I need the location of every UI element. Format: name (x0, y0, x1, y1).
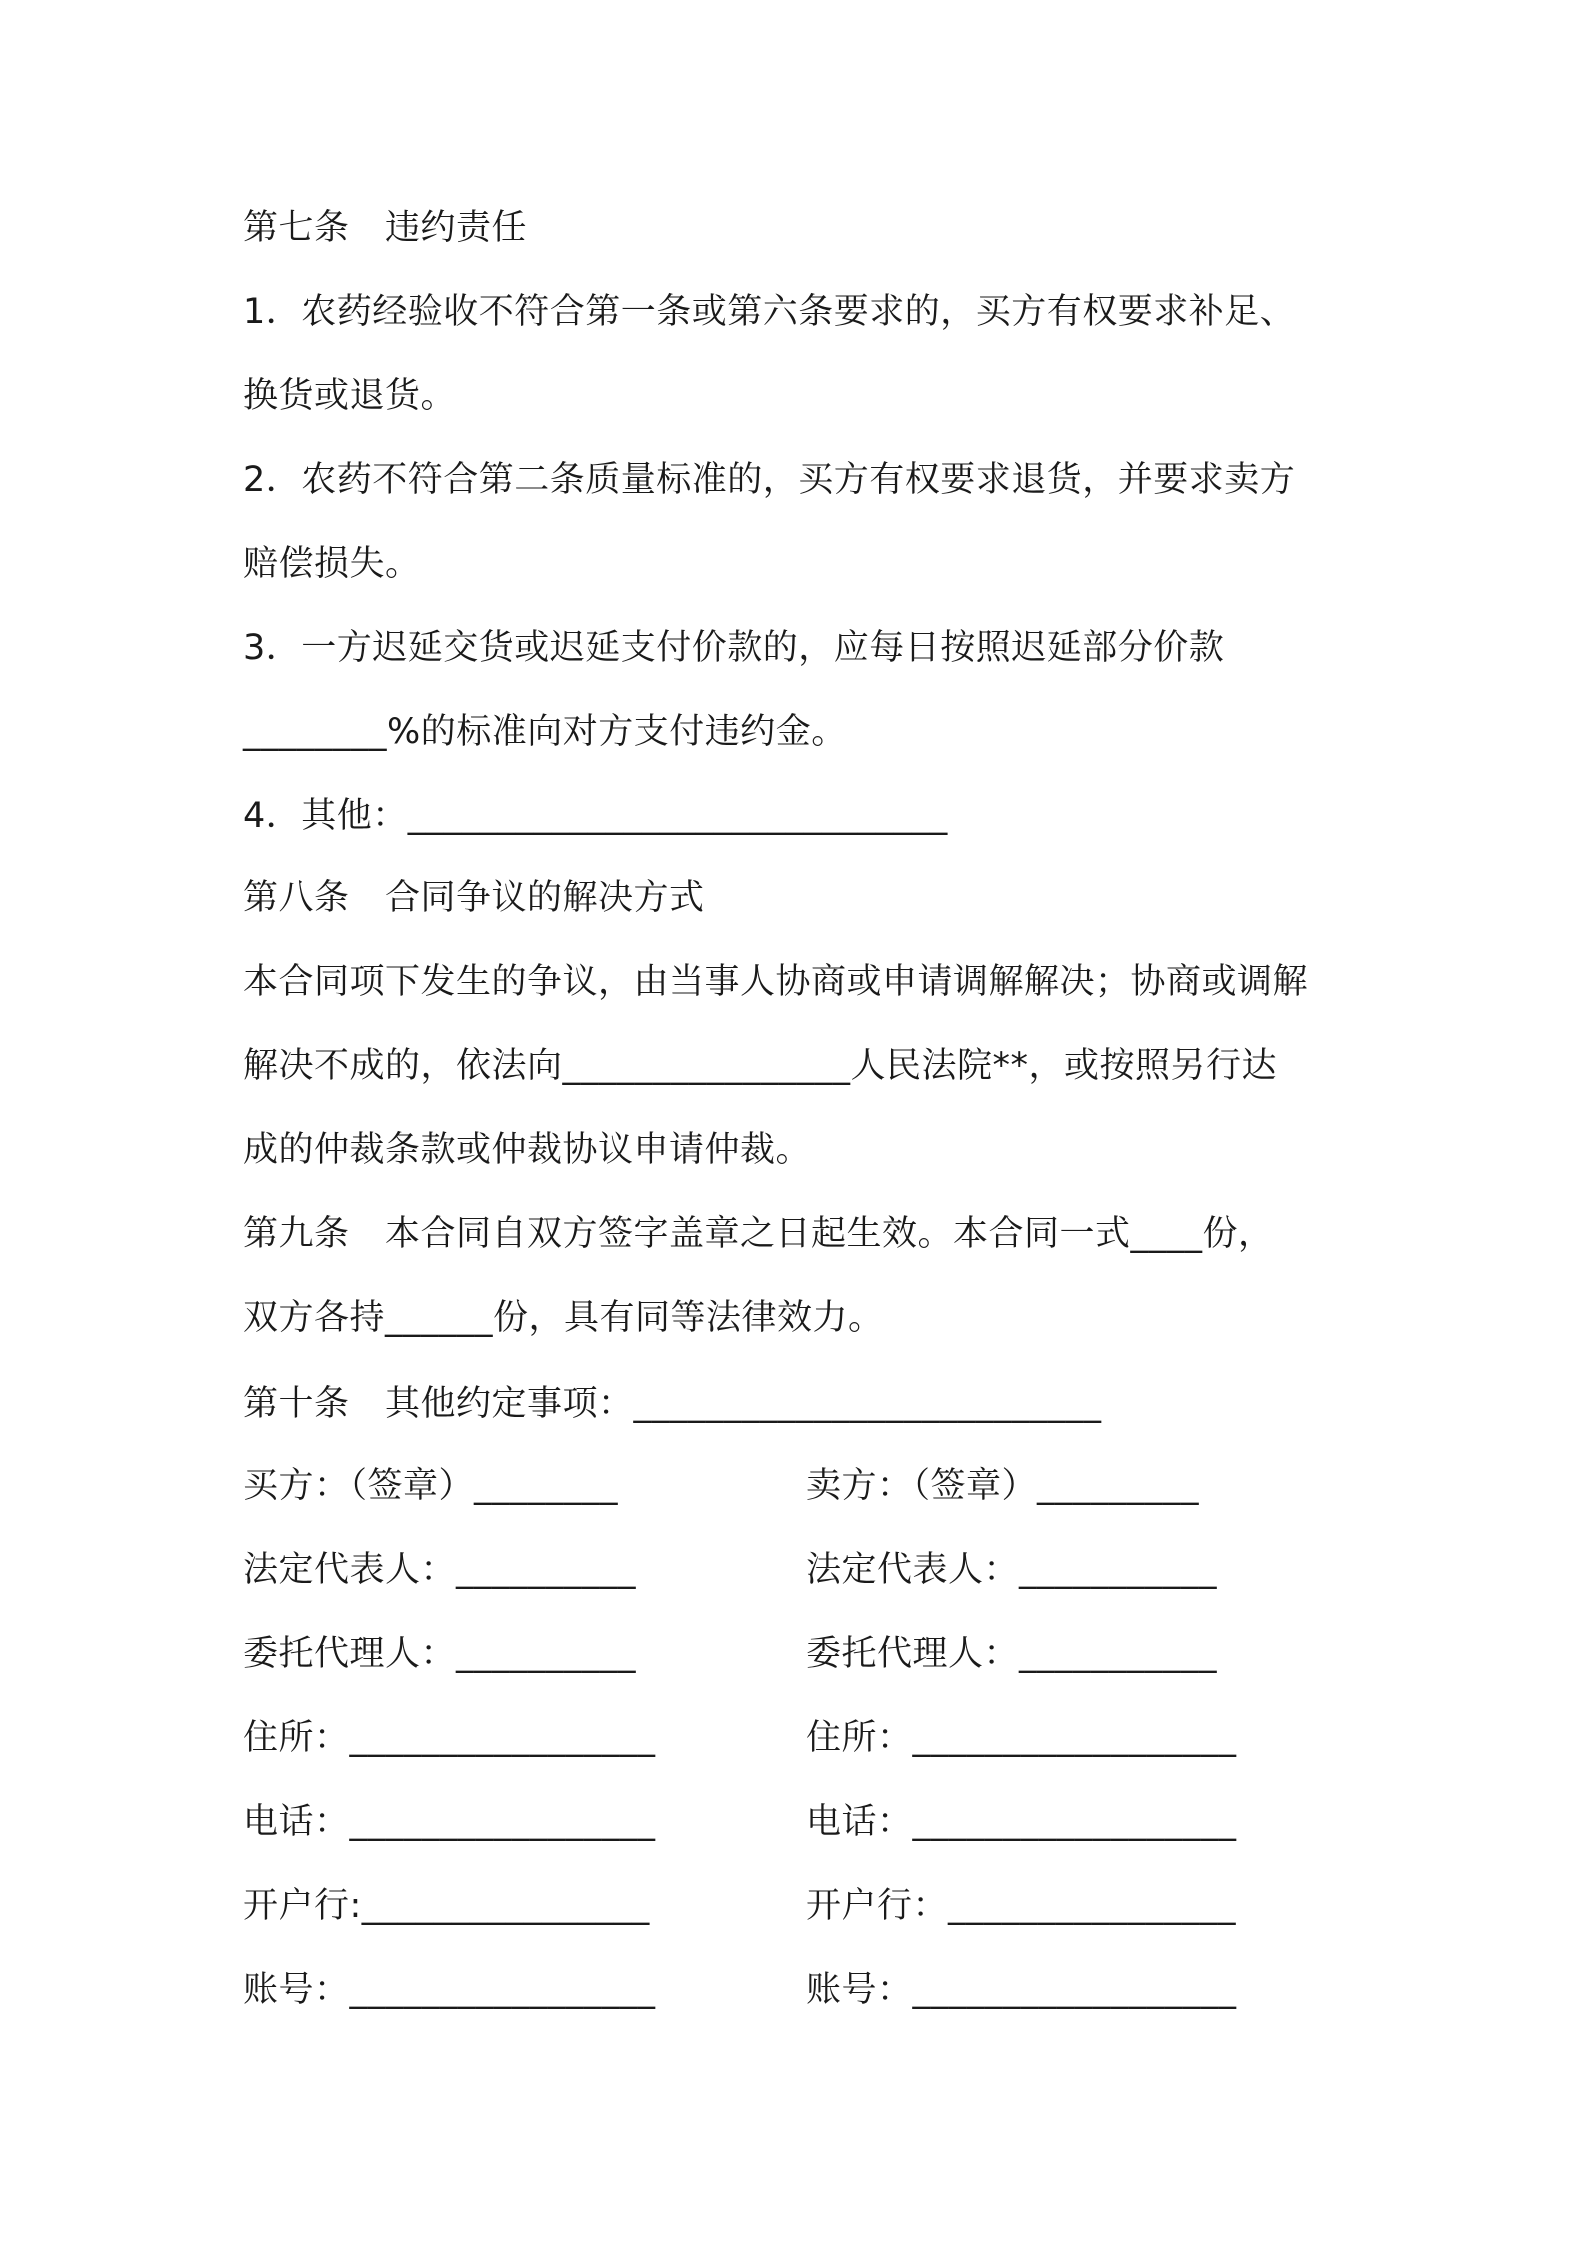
article-8-body-3: 成的仲裁条款或仲裁协议申请仲裁。 (243, 1130, 812, 1170)
article-7-clause-2: 2．农药不符合第二条质量标准的，买方有权要求退货，并要求卖方 (243, 460, 1296, 500)
article-7-clause-4: 4．其他：______________________________ (243, 796, 948, 836)
seller-phone: 电话：__________________ (806, 1802, 1237, 1842)
buyer-phone: 电话：_________________ (243, 1802, 656, 1842)
article-8-body-1: 本合同项下发生的争议，由当事人协商或申请调解解决；协商或调解 (243, 962, 1309, 1002)
article-8-body-2: 解决不成的，依法向________________人民法院**，或按照另行达 (243, 1046, 1278, 1086)
buyer-address: 住所：_________________ (243, 1718, 656, 1758)
article-7-clause-2-cont: 赔偿损失。 (243, 544, 421, 584)
article-7-heading: 第七条 违约责任 (243, 208, 528, 248)
seller-bank: 开户行：________________ (806, 1886, 1237, 1926)
article-8-heading: 第八条 合同争议的解决方式 (243, 878, 705, 918)
buyer-signature: 买方：（签章）________ (243, 1466, 619, 1506)
article-9-body-1: 第九条 本合同自双方签字盖章之日起生效。本合同一式____份， (243, 1214, 1274, 1254)
article-7-clause-3: 3．一方迟延交货或迟延支付价款的，应每日按照迟延部分价款 (243, 628, 1225, 668)
article-7-clause-3-cont: ________%的标准向对方支付违约金。 (243, 712, 847, 752)
buyer-account: 账号：_________________ (243, 1970, 656, 2010)
buyer-legal-representative: 法定代表人：__________ (243, 1550, 637, 1590)
seller-signature: 卖方：（签章）_________ (806, 1466, 1200, 1506)
seller-account: 账号：__________________ (806, 1970, 1237, 2010)
seller-legal-representative: 法定代表人：___________ (806, 1550, 1218, 1590)
seller-address: 住所：__________________ (806, 1718, 1237, 1758)
seller-authorized-agent: 委托代理人：___________ (806, 1634, 1218, 1674)
article-7-clause-1: 1．农药经验收不符合第一条或第六条要求的，买方有权要求补足、 (243, 292, 1296, 332)
article-7-clause-1-cont: 换货或退货。 (243, 376, 457, 416)
article-10-heading: 第十条 其他约定事项：__________________________ (243, 1384, 1102, 1424)
buyer-bank: 开户行:________________ (243, 1886, 650, 1926)
article-9-body-2: 双方各持______份，具有同等法律效力。 (243, 1298, 884, 1338)
buyer-authorized-agent: 委托代理人：__________ (243, 1634, 637, 1674)
